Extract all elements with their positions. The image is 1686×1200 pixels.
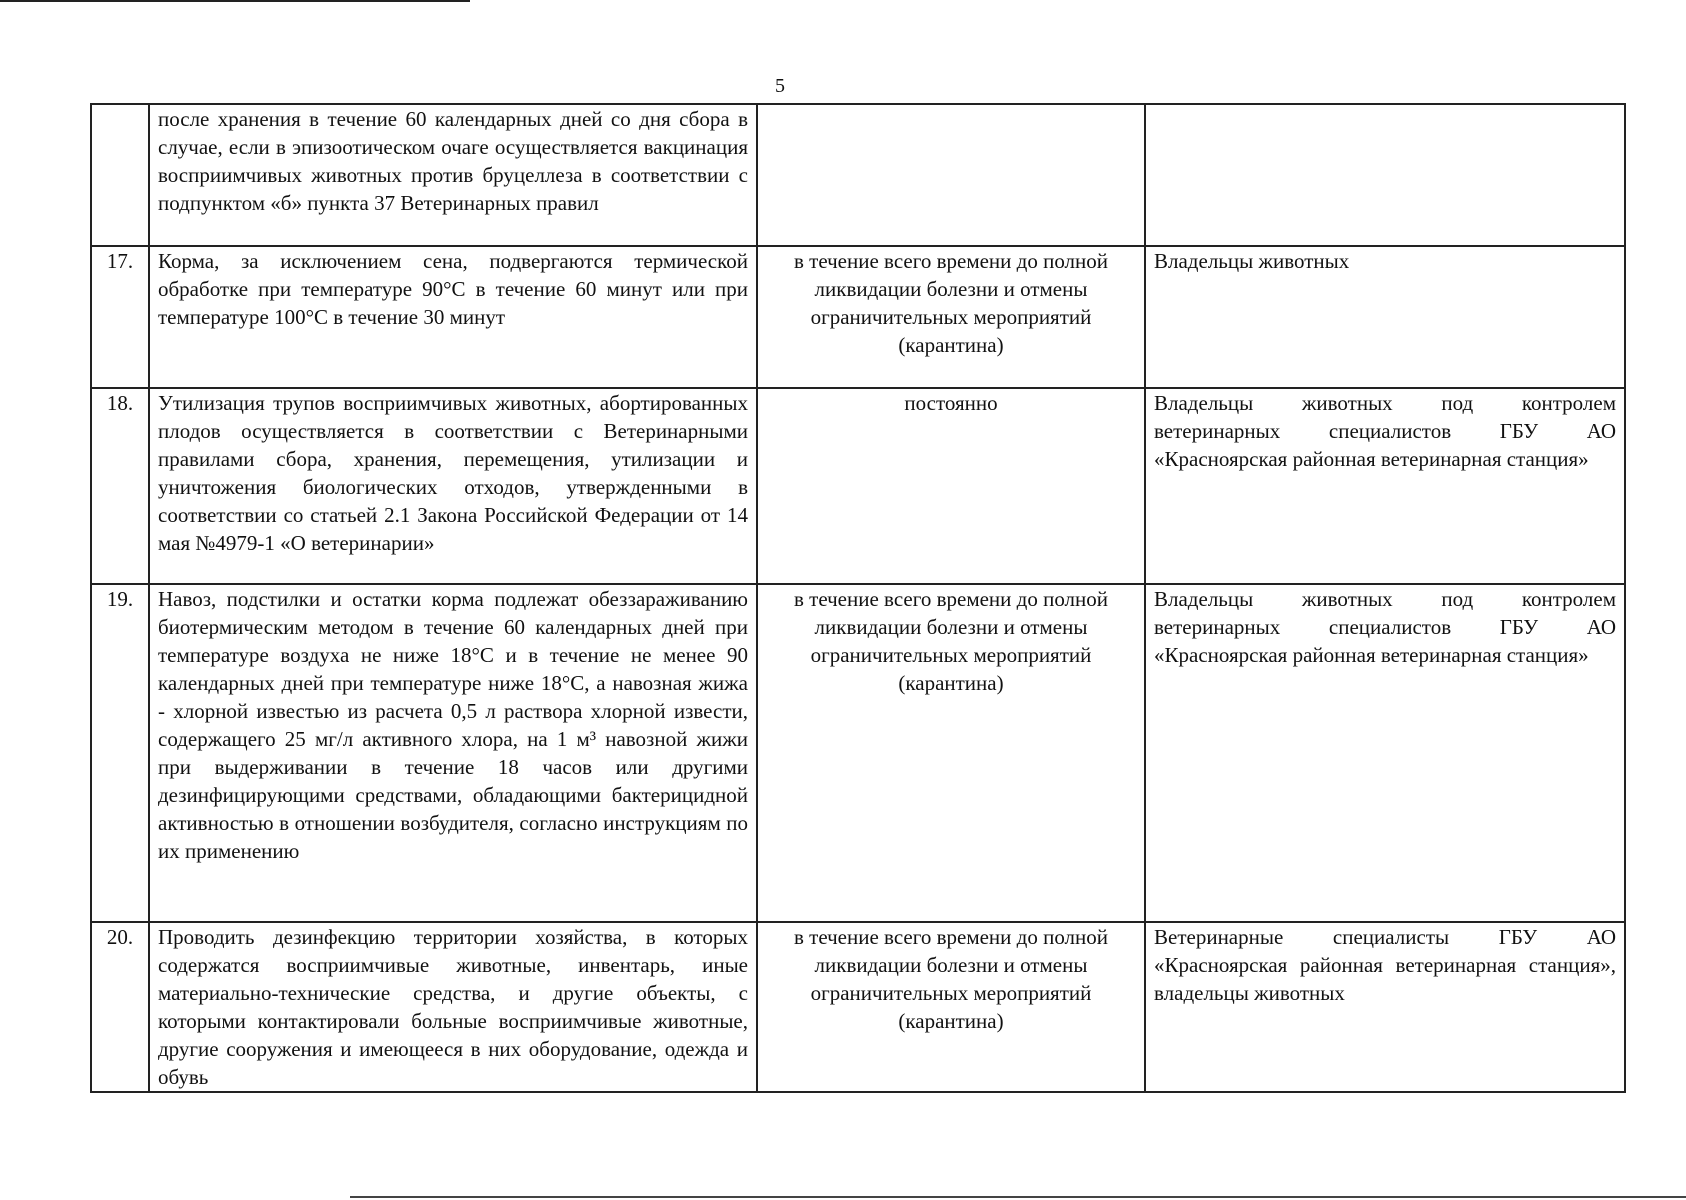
measure-description-text: Навоз, подстилки и остатки корма подлежат обеззараживанию биотермическим методом в течение 60 календарных дней при температуре воздуха не ниже 18°С и в течение не менее 90 календарных дней при температуре ниже 18°С, а навозная жижа - хлорной известью из расчета 0,5 л раствора хлорной извести, содержащего 25 мг/л активного хлора, на 1 м³ навозной жижи при выдерживании в течение 18 часов или другими дезинфицирующими средствами, обладающими бактерицидной активностью в отношении возбудителя, согласно инструкциям по их применению	[158, 587, 748, 863]
top-scan-rule	[0, 0, 470, 2]
measure-term	[757, 388, 1145, 584]
table-row	[91, 584, 1625, 922]
measure-responsible-text: Владельцы животных	[1154, 249, 1350, 273]
measure-term	[757, 922, 1145, 1092]
measure-responsible-text	[1154, 105, 1616, 245]
row-number: 17.	[91, 246, 149, 388]
measure-description	[149, 584, 757, 922]
measure-term-text	[766, 105, 1136, 245]
measure-term-text: в течение всего времени до полной ликвидации болезни и отмены ограничительных мероприятий (карантина)	[793, 249, 1109, 357]
measure-responsible	[1145, 922, 1625, 1092]
table-row	[91, 246, 1625, 388]
measures-table	[90, 103, 1626, 1093]
measure-responsible	[1145, 584, 1625, 922]
measure-responsible-text: Владельцы животных под контролем ветеринарных специалистов ГБУ АО «Красноярская районная ветеринарная станция»	[1154, 391, 1616, 471]
measure-term	[757, 584, 1145, 922]
measure-description-text: после хранения в течение 60 календарных дней со дня сбора в случае, если в эпизоотическом очаге осуществляется вакцинация восприимчивых животных против бруцеллеза в соответствии с подпунктом «б» пункта 37 Ветеринарных правил	[158, 107, 748, 215]
measure-responsible	[1145, 388, 1625, 584]
measure-responsible-text: Ветеринарные специалисты ГБУ АО «Красноярская районная ветеринарная станция», владельцы животных	[1154, 925, 1616, 1005]
table-row	[91, 388, 1625, 584]
measure-term-text: постоянно	[904, 391, 998, 415]
measure-description	[149, 388, 757, 584]
measure-responsible	[1145, 104, 1625, 246]
row-number	[91, 104, 149, 246]
table-row	[91, 922, 1625, 1092]
measure-responsible-text: Владельцы животных под контролем ветеринарных специалистов ГБУ АО «Красноярская районная ветеринарная станция»	[1154, 587, 1616, 667]
measure-description	[149, 246, 757, 388]
page-number: 5	[775, 75, 785, 97]
row-number: 18.	[91, 388, 149, 584]
measure-term	[757, 104, 1145, 246]
measure-description	[149, 104, 757, 246]
measure-term	[757, 246, 1145, 388]
bottom-scan-rule	[350, 1196, 1686, 1198]
measure-description	[149, 922, 757, 1092]
row-number: 19.	[91, 584, 149, 922]
row-number: 20.	[91, 922, 149, 1092]
measure-term-text: в течение всего времени до полной ликвидации болезни и отмены ограничительных мероприятий (карантина)	[793, 587, 1109, 695]
measure-description-text: Утилизация трупов восприимчивых животных, абортированных плодов осуществляется в соответствии с Ветеринарными правилами сбора, хранения, перемещения, утилизации и уничтожения биологических отходов, утвержденными в соответствии со статьей 2.1 Закона Российской Федерации от 14 мая №4979-1 «О ветеринарии»	[158, 391, 748, 555]
measure-term-text: в течение всего времени до полной ликвидации болезни и отмены ограничительных мероприятий (карантина)	[793, 925, 1109, 1033]
measure-responsible	[1145, 246, 1625, 388]
measure-description-text: Проводить дезинфекцию территории хозяйства, в которых содержатся восприимчивые животные, инвентарь, иные материально-технические средства, и другие объекты, с которыми контактировали больные восприимчивые животные, другие сооружения и имеющееся в них оборудование, одежда и обувь	[158, 925, 748, 1089]
table-row	[91, 104, 1625, 246]
measure-description-text: Корма, за исключением сена, подвергаются термической обработке при температуре 90°С в течение 60 минут или при температуре 100°С в течение 30 минут	[158, 249, 748, 329]
